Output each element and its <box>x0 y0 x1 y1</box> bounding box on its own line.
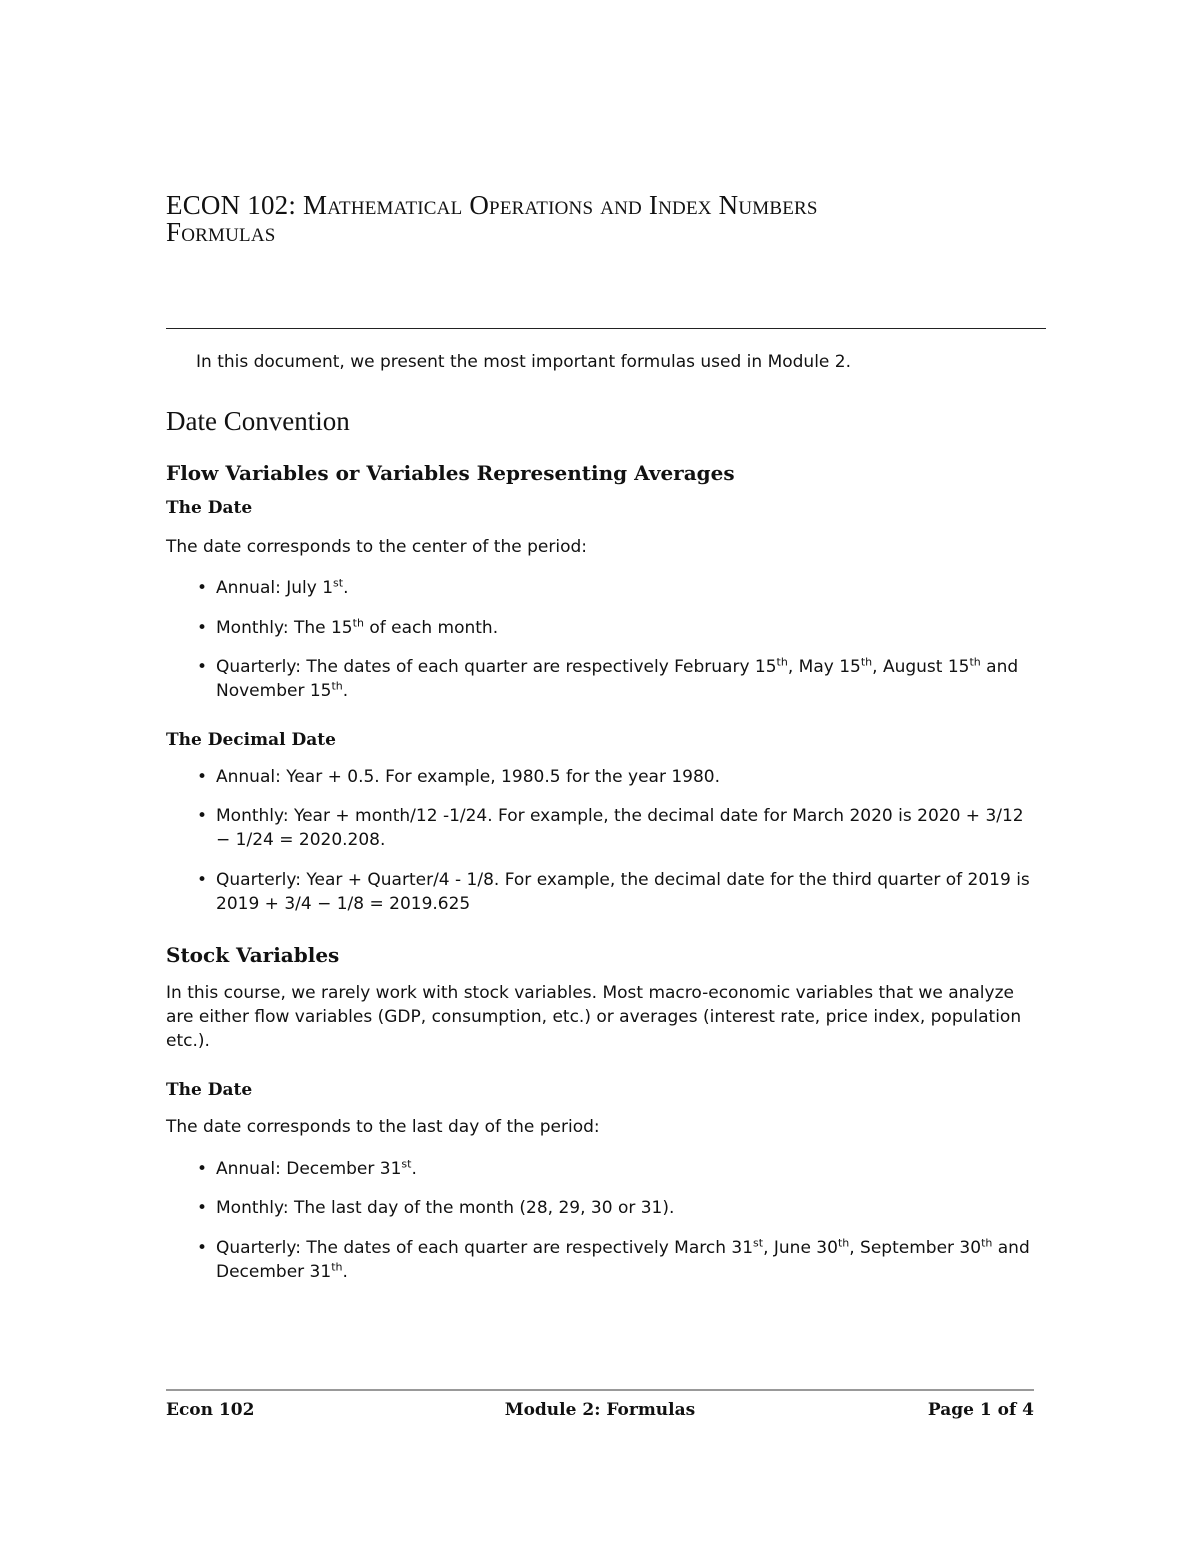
stock-date-list-quarterly <box>166 1236 1034 1284</box>
list-item: • Monthly: The 15th of each month. <box>166 616 1034 640</box>
footer-divider <box>166 1389 1034 1391</box>
subsubsection-heading-stock-date: The Date <box>166 1080 253 1100</box>
list-item: • Monthly: Year + month/12 -1/24. For example, the decimal date for March 2020 is 2020 + 3/12 − 1/24 = 2020.208. <box>166 804 1034 852</box>
section-heading-date-convention: Date Convention <box>166 406 350 436</box>
list-item: • Annual: Year + 0.5. For example, 1980.5 for the year 1980. <box>166 765 1034 789</box>
footer-center: Module 2: Formulas <box>504 1400 696 1420</box>
list-item: • Quarterly: Year + Quarter/4 - 1/8. For example, the decimal date for the third quarter of 2019 is 2019 + 3/4 − 1/8 = 2019.625 <box>166 868 1034 916</box>
flow-date-list <box>166 576 1034 600</box>
subsection-heading-flow-variables: Flow Variables or Variables Representing Averages <box>166 461 735 485</box>
list-item: • Annual: December 31st. <box>166 1157 1034 1181</box>
decimal-date-list-annual <box>166 765 1034 789</box>
list-item: • Quarterly: The dates of each quarter are respectively March 31st, June 30th, September 30th and December 31th. <box>166 1236 1034 1284</box>
subsubsection-heading-the-date: The Date <box>166 498 253 518</box>
decimal-date-list-quarterly <box>166 868 1034 916</box>
list-item: • Quarterly: The dates of each quarter are respectively February 15th, May 15th, August 15th and November 15th. <box>166 655 1034 703</box>
document-title <box>166 192 1036 246</box>
title-topic: Mathematical Operations and Index Numbers <box>303 190 818 220</box>
stock-date-list-monthly <box>166 1196 1034 1220</box>
title-course: ECON 102: <box>166 190 303 220</box>
stock-date-list-annual <box>166 1157 1034 1181</box>
footer-page-number: Page 1 of 4 <box>927 1400 1034 1420</box>
intro-paragraph: In this document, we present the most important formulas used in Module 2. <box>196 352 852 372</box>
title-divider <box>166 328 1046 329</box>
flow-date-list-quarterly <box>166 655 1034 703</box>
footer-left: Econ 102 <box>166 1400 255 1420</box>
subsection-heading-stock-variables: Stock Variables <box>166 943 340 967</box>
flow-date-list-monthly <box>166 616 1034 640</box>
flow-date-lead: The date corresponds to the center of the period: <box>166 537 587 557</box>
stock-variables-paragraph: In this course, we rarely work with stock variables. Most macro-economic variables that we analyze are either flow variables (GDP, consumption, etc.) or averages (interest rate, price index, population etc.). <box>166 983 1022 1051</box>
decimal-date-list-monthly <box>166 804 1034 852</box>
list-item: • Annual: July 1st. <box>166 576 1034 600</box>
stock-date-lead: The date corresponds to the last day of the period: <box>166 1117 600 1137</box>
list-item: • Monthly: The last day of the month (28, 29, 30 or 31). <box>166 1196 1034 1220</box>
subsubsection-heading-decimal-date: The Decimal Date <box>166 730 336 750</box>
title-subtitle: Formulas <box>166 217 276 247</box>
